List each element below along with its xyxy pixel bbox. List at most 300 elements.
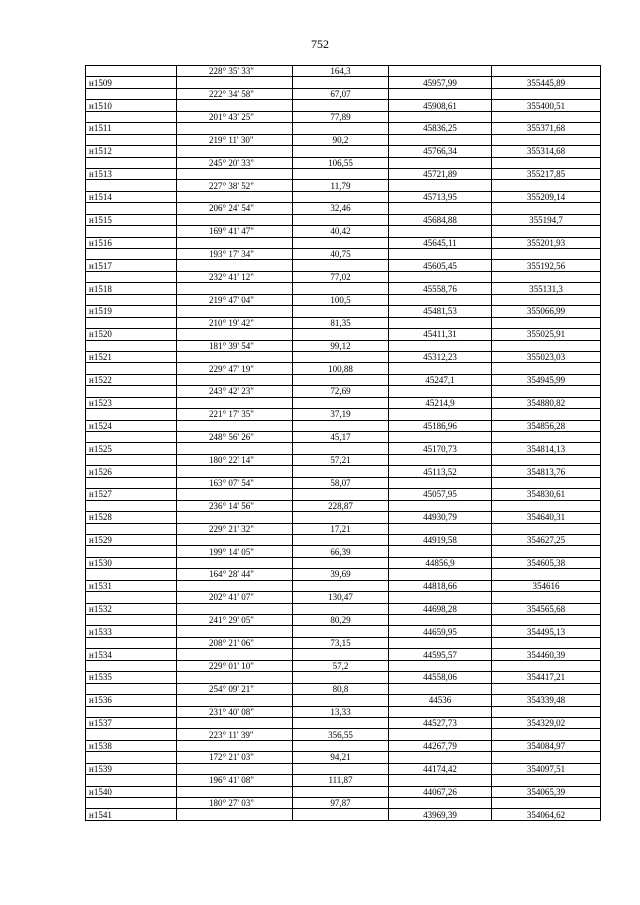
bearing-angle: 199° 14' 05" [177,546,293,557]
empty-cell [177,260,293,271]
point-row [86,283,601,294]
empty-cell [492,409,601,420]
empty-cell [389,706,492,717]
empty-cell [86,477,177,488]
empty-cell [389,226,492,237]
segment-distance: 17,21 [293,523,389,534]
empty-cell [177,443,293,454]
segment-row [86,706,601,717]
segment-distance: 67,07 [293,88,389,99]
bearing-angle: 202° 41' 07" [177,592,293,603]
segment-row [86,271,601,282]
empty-cell [86,546,177,557]
point-name: н1530 [86,557,177,568]
point-row [86,77,601,88]
empty-cell [492,88,601,99]
empty-cell [293,351,389,362]
empty-cell [389,203,492,214]
empty-cell [177,809,293,820]
point-x-coordinate: 45057,95 [389,489,492,500]
empty-cell [86,317,177,328]
segment-distance: 57,21 [293,454,389,465]
empty-cell [86,66,177,77]
segment-distance: 81,35 [293,317,389,328]
bearing-angle: 241° 29' 05" [177,615,293,626]
segment-row [86,752,601,763]
segment-row [86,592,601,603]
point-row [86,443,601,454]
empty-cell [86,88,177,99]
point-row [86,672,601,683]
empty-cell [293,580,389,591]
bearing-angle: 180° 27' 03" [177,798,293,809]
empty-cell [492,271,601,282]
empty-cell [492,432,601,443]
empty-cell [293,603,389,614]
point-x-coordinate: 45684,88 [389,214,492,225]
empty-cell [177,77,293,88]
empty-cell [86,706,177,717]
empty-cell [492,592,601,603]
empty-cell [177,329,293,340]
bearing-angle: 206° 24' 54" [177,203,293,214]
empty-cell [492,546,601,557]
point-y-coordinate: 355066,99 [492,306,601,317]
point-y-coordinate: 354495,13 [492,626,601,637]
bearing-angle: 229° 47' 19" [177,363,293,374]
point-name: н1516 [86,237,177,248]
point-x-coordinate: 43969,39 [389,809,492,820]
point-row [86,191,601,202]
point-x-coordinate: 45908,61 [389,100,492,111]
segment-distance: 130,47 [293,592,389,603]
point-x-coordinate: 45836,25 [389,123,492,134]
empty-cell [177,146,293,157]
point-row [86,214,601,225]
empty-cell [492,500,601,511]
empty-cell [86,157,177,168]
point-row [86,397,601,408]
segment-distance: 99,12 [293,340,389,351]
point-row [86,695,601,706]
bearing-angle: 164° 28' 44" [177,569,293,580]
point-y-coordinate: 354813,76 [492,466,601,477]
point-x-coordinate: 44659,95 [389,626,492,637]
empty-cell [86,432,177,443]
point-y-coordinate: 355201,93 [492,237,601,248]
point-y-coordinate: 354627,25 [492,534,601,545]
segment-distance: 97,87 [293,798,389,809]
point-name: н1526 [86,466,177,477]
point-y-coordinate: 354640,31 [492,512,601,523]
point-name: н1539 [86,763,177,774]
segment-row [86,88,601,99]
empty-cell [389,637,492,648]
bearing-angle: 221° 17' 35" [177,409,293,420]
point-name: н1531 [86,580,177,591]
point-y-coordinate: 354616 [492,580,601,591]
empty-cell [293,534,389,545]
empty-cell [492,66,601,77]
point-name: н1518 [86,283,177,294]
point-x-coordinate: 44536 [389,695,492,706]
point-name: н1519 [86,306,177,317]
segment-row [86,500,601,511]
empty-cell [389,111,492,122]
empty-cell [86,775,177,786]
empty-cell [389,317,492,328]
point-x-coordinate: 44698,28 [389,603,492,614]
empty-cell [177,489,293,500]
empty-cell [86,729,177,740]
point-y-coordinate: 354097,51 [492,763,601,774]
empty-cell [492,340,601,351]
segment-distance: 77,89 [293,111,389,122]
empty-cell [293,717,389,728]
empty-cell [86,523,177,534]
point-x-coordinate: 45113,52 [389,466,492,477]
bearing-angle: 196° 41' 08" [177,775,293,786]
point-name: н1540 [86,786,177,797]
empty-cell [389,363,492,374]
empty-cell [389,157,492,168]
empty-cell [293,306,389,317]
point-x-coordinate: 45214,9 [389,397,492,408]
bearing-angle: 231° 40' 08" [177,706,293,717]
segment-row [86,180,601,191]
empty-cell [293,489,389,500]
bearing-angle: 169° 41' 47" [177,226,293,237]
empty-cell [177,786,293,797]
empty-cell [86,203,177,214]
segment-row [86,775,601,786]
empty-cell [389,798,492,809]
point-x-coordinate: 44267,79 [389,740,492,751]
point-y-coordinate: 354065,39 [492,786,601,797]
point-row [86,763,601,774]
empty-cell [389,432,492,443]
segment-row [86,523,601,534]
segment-distance: 100,88 [293,363,389,374]
point-row [86,626,601,637]
empty-cell [492,317,601,328]
point-y-coordinate: 355209,14 [492,191,601,202]
point-y-coordinate: 355314,68 [492,146,601,157]
point-y-coordinate: 354830,61 [492,489,601,500]
segment-distance: 11,79 [293,180,389,191]
point-row [86,329,601,340]
point-row [86,168,601,179]
segment-distance: 57,2 [293,660,389,671]
point-row [86,237,601,248]
point-name: н1523 [86,397,177,408]
point-x-coordinate: 44527,73 [389,717,492,728]
empty-cell [389,523,492,534]
empty-cell [293,740,389,751]
coordinates-table [85,65,601,821]
empty-cell [293,695,389,706]
empty-cell [293,809,389,820]
segment-distance: 228,87 [293,500,389,511]
point-x-coordinate: 45957,99 [389,77,492,88]
empty-cell [86,569,177,580]
point-x-coordinate: 45558,76 [389,283,492,294]
segment-row [86,317,601,328]
segment-row [86,409,601,420]
point-name: н1527 [86,489,177,500]
empty-cell [492,249,601,260]
point-name: н1532 [86,603,177,614]
empty-cell [86,409,177,420]
empty-cell [389,660,492,671]
empty-cell [86,637,177,648]
empty-cell [492,706,601,717]
point-row [86,489,601,500]
bearing-angle: 229° 21' 32" [177,523,293,534]
bearing-angle: 229° 01' 10" [177,660,293,671]
empty-cell [86,454,177,465]
point-row [86,809,601,820]
point-name: н1524 [86,420,177,431]
point-name: н1522 [86,374,177,385]
empty-cell [389,340,492,351]
empty-cell [492,157,601,168]
point-name: н1509 [86,77,177,88]
empty-cell [86,294,177,305]
point-y-coordinate: 354329,02 [492,717,601,728]
point-x-coordinate: 45247,1 [389,374,492,385]
empty-cell [389,134,492,145]
point-x-coordinate: 45721,89 [389,168,492,179]
point-y-coordinate: 354856,28 [492,420,601,431]
point-y-coordinate: 354880,82 [492,397,601,408]
point-x-coordinate: 45766,34 [389,146,492,157]
point-x-coordinate: 45411,31 [389,329,492,340]
bearing-angle: 228° 35' 33" [177,66,293,77]
segment-distance: 100,5 [293,294,389,305]
empty-cell [177,374,293,385]
empty-cell [389,592,492,603]
empty-cell [492,134,601,145]
point-x-coordinate: 44595,57 [389,649,492,660]
point-name: н1521 [86,351,177,362]
point-x-coordinate: 45481,53 [389,306,492,317]
empty-cell [389,615,492,626]
point-x-coordinate: 44174,42 [389,763,492,774]
bearing-angle: 219° 11' 30" [177,134,293,145]
point-row [86,420,601,431]
empty-cell [177,740,293,751]
point-name: н1517 [86,260,177,271]
segment-row [86,683,601,694]
point-y-coordinate: 354417,21 [492,672,601,683]
segment-distance: 39,69 [293,569,389,580]
point-name: н1513 [86,168,177,179]
segment-distance: 356,55 [293,729,389,740]
segment-distance: 111,87 [293,775,389,786]
empty-cell [293,214,389,225]
empty-cell [293,374,389,385]
point-name: н1511 [86,123,177,134]
empty-cell [177,717,293,728]
point-name: н1535 [86,672,177,683]
empty-cell [389,477,492,488]
empty-cell [389,180,492,191]
bearing-angle: 208° 21' 06" [177,637,293,648]
point-y-coordinate: 354605,38 [492,557,601,568]
empty-cell [293,786,389,797]
point-y-coordinate: 354084,97 [492,740,601,751]
bearing-angle: 236° 14' 56" [177,500,293,511]
point-x-coordinate: 44919,58 [389,534,492,545]
empty-cell [492,569,601,580]
empty-cell [86,180,177,191]
point-row [86,580,601,591]
segment-row [86,546,601,557]
segment-distance: 164,3 [293,66,389,77]
point-row [86,466,601,477]
segment-distance: 80,8 [293,683,389,694]
empty-cell [293,146,389,157]
empty-cell [86,271,177,282]
segment-row [86,294,601,305]
empty-cell [389,88,492,99]
empty-cell [177,626,293,637]
point-row [86,100,601,111]
empty-cell [492,752,601,763]
segment-row [86,477,601,488]
empty-cell [86,500,177,511]
segment-row [86,111,601,122]
empty-cell [86,752,177,763]
segment-row [86,432,601,443]
bearing-angle: 248° 56' 26" [177,432,293,443]
point-row [86,512,601,523]
segment-distance: 40,75 [293,249,389,260]
empty-cell [293,420,389,431]
empty-cell [492,775,601,786]
empty-cell [293,168,389,179]
point-row [86,374,601,385]
empty-cell [177,672,293,683]
empty-cell [293,237,389,248]
point-name: н1537 [86,717,177,728]
empty-cell [177,695,293,706]
point-y-coordinate: 354460,39 [492,649,601,660]
point-name: н1512 [86,146,177,157]
empty-cell [492,523,601,534]
empty-cell [86,615,177,626]
segment-distance: 13,33 [293,706,389,717]
empty-cell [293,763,389,774]
empty-cell [177,351,293,362]
segment-distance: 32,46 [293,203,389,214]
point-y-coordinate: 355025,91 [492,329,601,340]
empty-cell [492,615,601,626]
point-name: н1520 [86,329,177,340]
bearing-angle: 254° 09' 21" [177,683,293,694]
point-y-coordinate: 355194,7 [492,214,601,225]
point-x-coordinate: 45312,23 [389,351,492,362]
segment-row [86,569,601,580]
empty-cell [177,763,293,774]
point-name: н1538 [86,740,177,751]
empty-cell [389,386,492,397]
point-y-coordinate: 354339,48 [492,695,601,706]
coordinates-table-body [86,66,601,821]
segment-row [86,66,601,77]
empty-cell [389,729,492,740]
point-y-coordinate: 354565,68 [492,603,601,614]
segment-row [86,134,601,145]
empty-cell [177,100,293,111]
segment-distance: 73,15 [293,637,389,648]
empty-cell [177,603,293,614]
empty-cell [86,386,177,397]
segment-row [86,615,601,626]
point-name: н1534 [86,649,177,660]
bearing-angle: 163° 07' 54" [177,477,293,488]
empty-cell [177,557,293,568]
empty-cell [293,191,389,202]
point-y-coordinate: 355400,51 [492,100,601,111]
point-y-coordinate: 354064,62 [492,809,601,820]
point-row [86,786,601,797]
segment-row [86,798,601,809]
empty-cell [293,557,389,568]
empty-cell [492,226,601,237]
empty-cell [492,637,601,648]
empty-cell [389,454,492,465]
point-name: н1533 [86,626,177,637]
empty-cell [492,386,601,397]
bearing-angle: 172° 21' 03" [177,752,293,763]
point-x-coordinate: 44818,66 [389,580,492,591]
empty-cell [86,111,177,122]
empty-cell [86,134,177,145]
empty-cell [293,260,389,271]
bearing-angle: 227° 38' 52" [177,180,293,191]
empty-cell [177,420,293,431]
segment-row [86,660,601,671]
point-y-coordinate: 354814,13 [492,443,601,454]
empty-cell [293,77,389,88]
point-row [86,260,601,271]
segment-distance: 58,07 [293,477,389,488]
point-name: н1541 [86,809,177,820]
empty-cell [492,798,601,809]
segment-row [86,340,601,351]
point-row [86,740,601,751]
point-x-coordinate: 45605,45 [389,260,492,271]
empty-cell [389,569,492,580]
empty-cell [389,500,492,511]
empty-cell [492,660,601,671]
point-row [86,649,601,660]
point-row [86,534,601,545]
empty-cell [492,111,601,122]
empty-cell [492,180,601,191]
segment-row [86,729,601,740]
empty-cell [389,66,492,77]
empty-cell [177,580,293,591]
empty-cell [86,340,177,351]
empty-cell [293,283,389,294]
empty-cell [177,214,293,225]
segment-distance: 45,17 [293,432,389,443]
bearing-angle: 222° 34' 58" [177,88,293,99]
point-y-coordinate: 355131,3 [492,283,601,294]
